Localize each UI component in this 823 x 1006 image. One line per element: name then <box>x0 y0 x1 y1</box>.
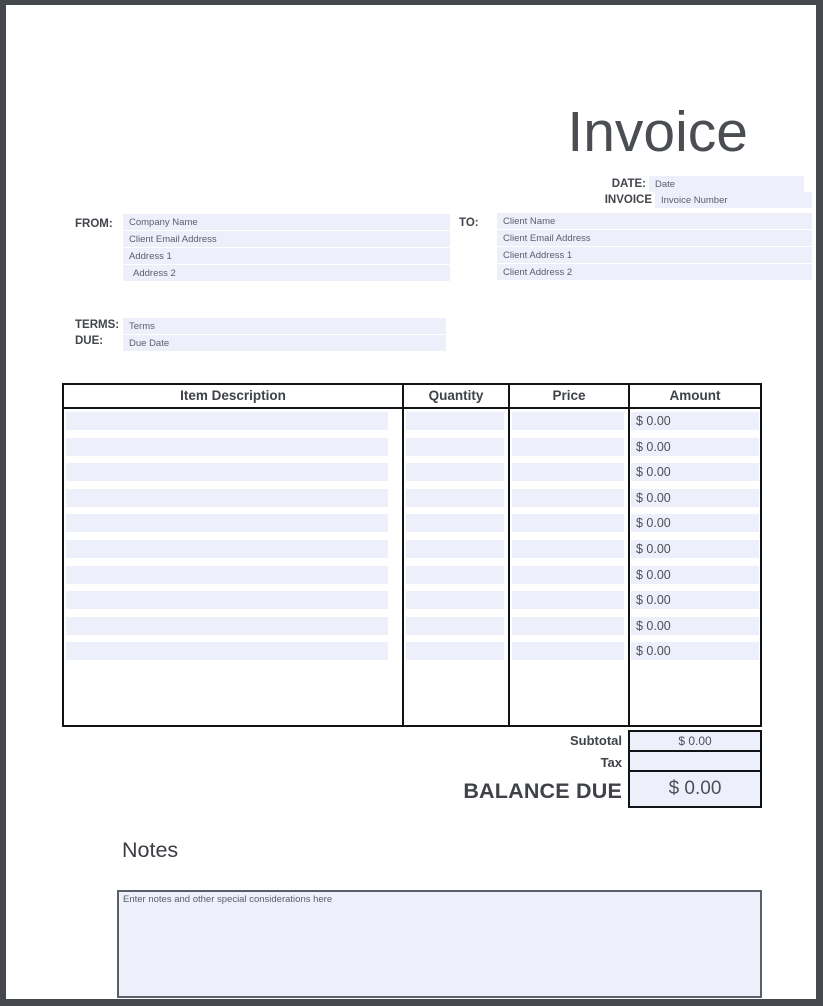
from-label: FROM: <box>75 218 113 230</box>
from-fields <box>123 214 450 282</box>
item-amount-field[interactable]: $ 0.00 <box>631 463 759 481</box>
item-description-input[interactable] <box>66 412 388 430</box>
due-label: DUE: <box>75 335 104 347</box>
item-description-input[interactable] <box>66 438 388 456</box>
item-quantity-input[interactable] <box>406 591 504 609</box>
header-price: Price <box>552 388 586 403</box>
item-quantity-input[interactable] <box>406 463 504 481</box>
date-label: DATE: <box>611 178 646 190</box>
terms-label: TERMS: <box>75 319 120 331</box>
item-quantity-input[interactable] <box>406 540 504 558</box>
to-fields <box>497 213 812 281</box>
item-quantity-input[interactable] <box>406 412 504 430</box>
notes-textarea[interactable] <box>117 890 762 998</box>
item-quantity-input[interactable] <box>406 489 504 507</box>
item-description-input[interactable] <box>66 540 388 558</box>
item-row <box>64 412 760 430</box>
item-amount-field[interactable]: $ 0.00 <box>631 642 759 660</box>
item-quantity-input[interactable] <box>406 617 504 635</box>
item-quantity-input[interactable] <box>406 514 504 532</box>
item-amount-field[interactable]: $ 0.00 <box>631 566 759 584</box>
header-item-description: Item Description <box>180 388 286 403</box>
item-amount-field[interactable]: $ 0.00 <box>631 617 759 635</box>
to-address1-input[interactable] <box>497 247 812 263</box>
invoice-number-input[interactable] <box>655 192 812 208</box>
to-email-input[interactable] <box>497 230 812 246</box>
item-description-input[interactable] <box>66 489 388 507</box>
item-description-input[interactable] <box>66 514 388 532</box>
item-amount-field[interactable]: $ 0.00 <box>631 438 759 456</box>
item-amount-field[interactable]: $ 0.00 <box>631 591 759 609</box>
item-quantity-input[interactable] <box>406 438 504 456</box>
item-amount-field[interactable]: $ 0.00 <box>631 540 759 558</box>
item-row <box>64 617 760 635</box>
invoice-title: Invoice <box>567 100 748 164</box>
item-description-input[interactable] <box>66 566 388 584</box>
tax-label: Tax <box>600 755 622 770</box>
item-price-input[interactable] <box>512 566 624 584</box>
item-amount-field[interactable]: $ 0.00 <box>631 412 759 430</box>
item-row <box>64 642 760 660</box>
item-price-input[interactable] <box>512 591 624 609</box>
terms-input[interactable] <box>123 318 446 334</box>
tax-input-box[interactable] <box>628 750 762 772</box>
item-row <box>64 489 760 507</box>
header-amount: Amount <box>669 388 721 403</box>
item-description-input[interactable] <box>66 642 388 660</box>
item-price-input[interactable] <box>512 642 624 660</box>
item-price-input[interactable] <box>512 617 624 635</box>
item-row <box>64 566 760 584</box>
item-row <box>64 463 760 481</box>
item-quantity-input[interactable] <box>406 566 504 584</box>
item-row <box>64 514 760 532</box>
items-table <box>62 383 762 727</box>
item-price-input[interactable] <box>512 438 624 456</box>
invoice-document <box>6 5 816 999</box>
item-description-input[interactable] <box>66 463 388 481</box>
subtotal-label: Subtotal <box>570 733 622 748</box>
from-address1-input[interactable] <box>123 248 450 264</box>
header-divider <box>64 407 760 409</box>
to-client-name-input[interactable] <box>497 213 812 229</box>
item-description-input[interactable] <box>66 591 388 609</box>
item-description-input[interactable] <box>66 617 388 635</box>
balance-due-amount: $ 0.00 <box>668 778 722 799</box>
date-input[interactable] <box>649 176 804 192</box>
to-label: TO: <box>459 217 479 229</box>
item-row <box>64 438 760 456</box>
due-date-input[interactable] <box>123 335 446 351</box>
item-quantity-input[interactable] <box>406 642 504 660</box>
item-price-input[interactable] <box>512 540 624 558</box>
header-quantity: Quantity <box>428 388 484 403</box>
item-row <box>64 540 760 558</box>
item-price-input[interactable] <box>512 412 624 430</box>
item-price-input[interactable] <box>512 514 624 532</box>
balance-due-value <box>628 770 762 808</box>
item-price-input[interactable] <box>512 489 624 507</box>
to-address2-input[interactable] <box>497 264 812 280</box>
balance-due-label: BALANCE DUE <box>463 779 622 803</box>
notes-heading: Notes <box>122 838 179 862</box>
from-company-name-input[interactable] <box>123 214 450 230</box>
item-amount-field[interactable]: $ 0.00 <box>631 514 759 532</box>
terms-fields <box>123 318 446 352</box>
subtotal-value <box>628 730 762 752</box>
from-address2-input[interactable] <box>123 265 450 281</box>
item-price-input[interactable] <box>512 463 624 481</box>
item-row <box>64 591 760 609</box>
invoice-number-label: INVOICE <box>604 194 652 206</box>
subtotal-amount: $ 0.00 <box>678 734 712 748</box>
from-email-input[interactable] <box>123 231 450 247</box>
item-amount-field[interactable]: $ 0.00 <box>631 489 759 507</box>
